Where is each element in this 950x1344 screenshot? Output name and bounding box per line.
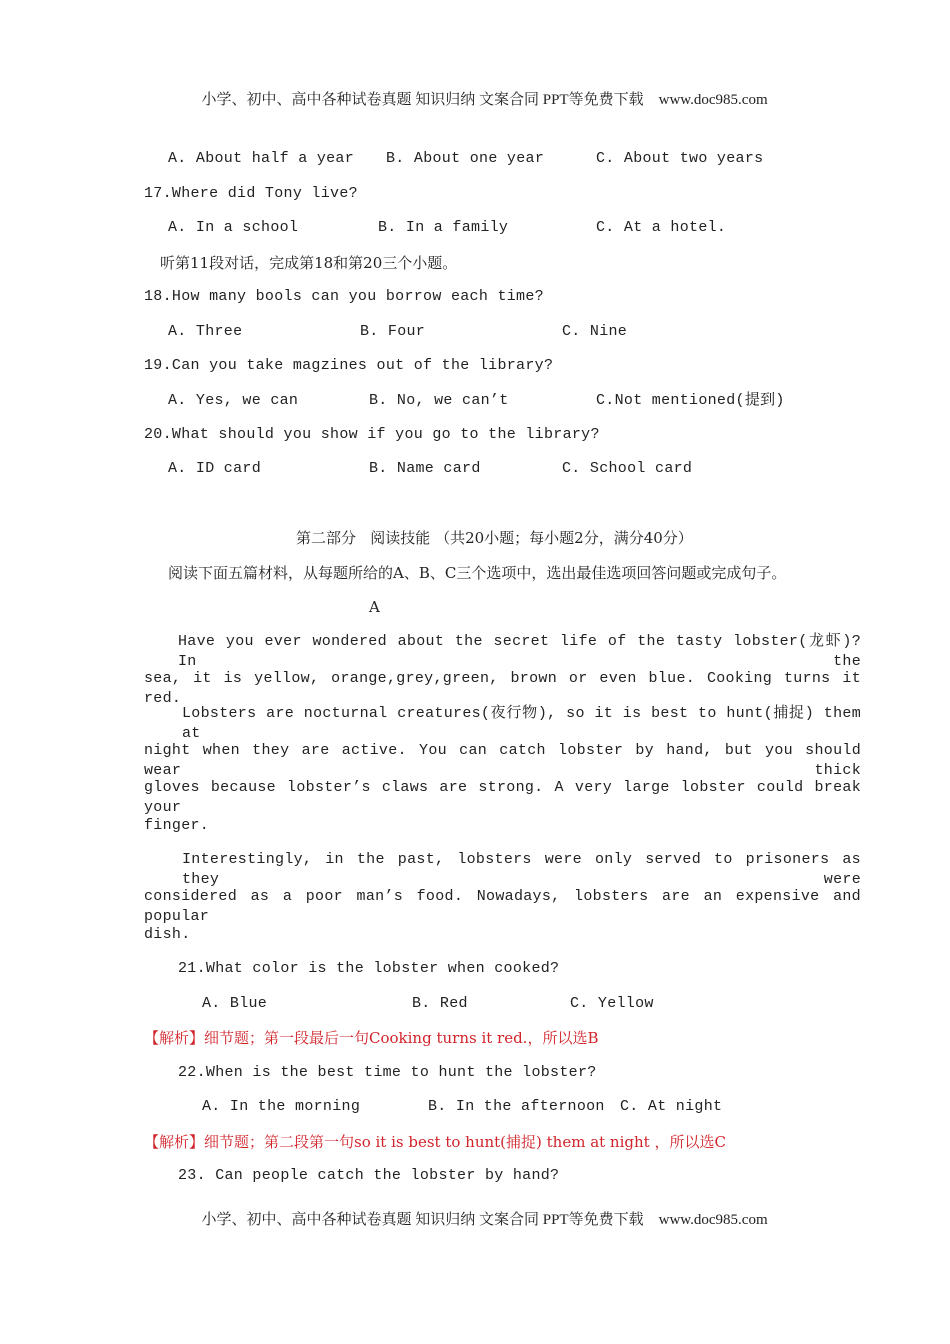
header-url: www.doc985.com <box>658 92 768 108</box>
part2-instruction: 阅读下面五篇材料，从每题所给的A、B、C三个选项中，选出最佳选项回答问题或完成句子。 <box>168 564 787 582</box>
q20-option-a: A. ID card <box>168 460 262 477</box>
q22-option-b: B. In the afternoon <box>428 1098 605 1115</box>
q21-option-c: C. Yellow <box>570 995 654 1012</box>
q16-option-a: A. About half a year <box>168 150 355 167</box>
q19-option-a: A. Yes, we can <box>168 392 299 409</box>
section-11-instruction: 听第11段对话，完成第18和第20三个小题。 <box>160 254 458 272</box>
q22-analysis: 【解析】细节题；第二段第一句so it is best to hunt(捕捉) them at night ，所以选C <box>144 1133 726 1151</box>
q19-option-b: B. No, we can’t <box>369 392 509 409</box>
q22-option-a: A. In the morning <box>202 1098 361 1115</box>
passage-p2-line1: Lobsters are nocturnal creatures(夜行物), so it is best to hunt(捕捉) them at <box>182 705 861 742</box>
q20-question: 20.What should you show if you go to the library? <box>144 426 600 443</box>
q22-option-c: C. At night <box>620 1098 723 1115</box>
q20-option-c: C. School card <box>562 460 693 477</box>
passage-p2-line2: night when they are active. You can catch lobster by hand, but you should wear thick <box>144 742 861 779</box>
q21-option-b: B. Red <box>412 995 468 1012</box>
passage-p1-line1: Have you ever wondered about the secret life of the tasty lobster(龙虾)? In the <box>178 633 861 670</box>
q16-option-b: B. About one year <box>386 150 545 167</box>
passage-p1-line2: sea, it is yellow, orange,grey,green, brown or even blue. Cooking turns it red. <box>144 670 861 707</box>
q18-question: 18.How many bools can you borrow each time? <box>144 288 544 305</box>
q19-option-c: C.Not mentioned(提到) <box>596 392 785 409</box>
q17-option-a: A. In a school <box>168 219 299 236</box>
q22-question: 22.When is the best time to hunt the lobster? <box>178 1064 597 1081</box>
q16-option-c: C. About two years <box>596 150 764 167</box>
part2-title: 第二部分 阅读技能 （共20小题；每小题2分，满分40分） <box>296 529 693 547</box>
passage-p3-line1: Interestingly, in the past, lobsters were only served to prisoners as they were <box>182 851 861 888</box>
footer-url: www.doc985.com <box>658 1212 768 1228</box>
q18-option-b: B. Four <box>360 323 426 340</box>
passage-p3-line2: considered as a poor man’s food. Nowadays, lobsters are an expensive and popular <box>144 888 861 925</box>
q18-option-a: A. Three <box>168 323 243 340</box>
page-header <box>194 70 768 110</box>
passage-label: A <box>369 598 380 616</box>
passage-p2-line3: gloves because lobster’s claws are strong. A very large lobster could break your <box>144 779 861 816</box>
q18-option-c: C. Nine <box>562 323 628 340</box>
page-footer <box>194 1190 768 1230</box>
q19-question: 19.Can you take magzines out of the library? <box>144 357 554 374</box>
q20-option-b: B. Name card <box>369 460 481 477</box>
q21-analysis: 【解析】细节题；第一段最后一句Cooking turns it red.，所以选B <box>144 1029 599 1047</box>
q17-option-c: C. At a hotel. <box>596 219 727 236</box>
passage-p3-line3: dish. <box>144 926 191 943</box>
passage-p2-line4: finger. <box>144 817 210 834</box>
header-text: 小学、初中、高中各种试卷真题 知识归纳 文案合同 PPT等免费下载 <box>201 92 644 108</box>
q21-question: 21.What color is the lobster when cooked? <box>178 960 560 977</box>
q17-question: 17.Where did Tony live? <box>144 185 358 202</box>
q21-option-a: A. Blue <box>202 995 268 1012</box>
q23-question: 23. Can people catch the lobster by hand? <box>178 1167 560 1184</box>
footer-text: 小学、初中、高中各种试卷真题 知识归纳 文案合同 PPT等免费下载 <box>201 1212 644 1228</box>
q17-option-b: B. In a family <box>378 219 509 236</box>
